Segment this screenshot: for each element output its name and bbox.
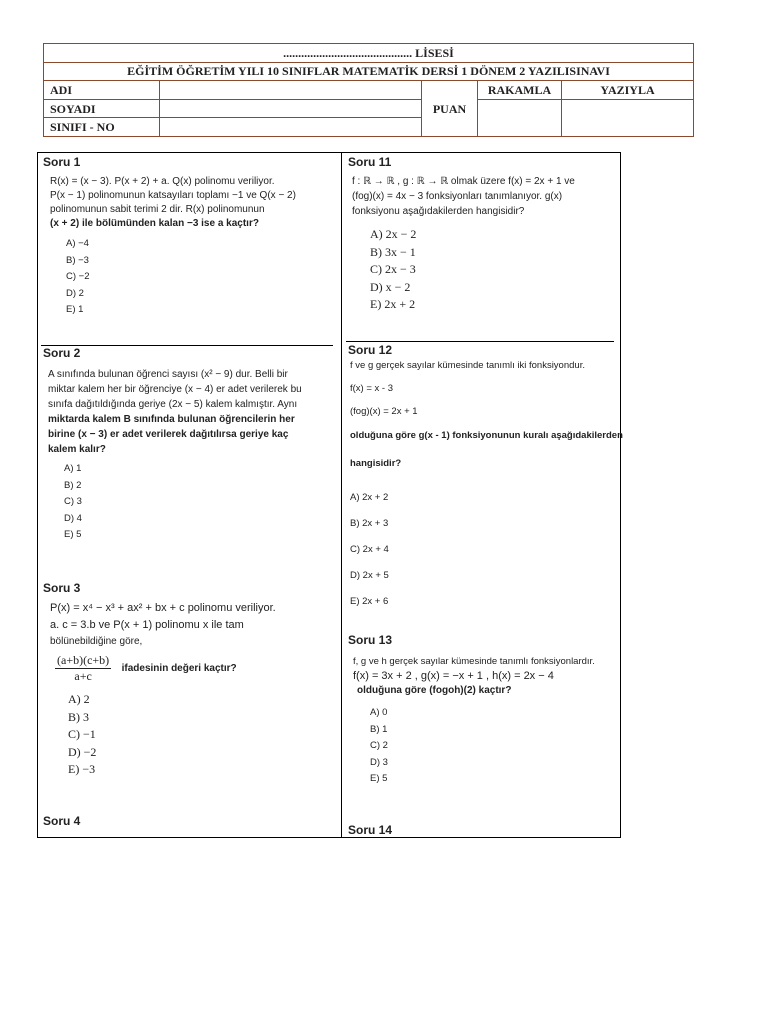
q3-choice-a[interactable]: A) 2 xyxy=(68,692,90,706)
question-2-title: Soru 2 xyxy=(43,346,81,360)
q13-choice-d[interactable]: D) 3 xyxy=(370,756,388,768)
q13-choice-c[interactable]: C) 2 xyxy=(370,740,388,751)
q11-choice-c[interactable]: C) 2x − 3 xyxy=(370,262,416,276)
question-3-fraction xyxy=(55,653,237,684)
separator-left xyxy=(41,345,333,346)
score-words-cell[interactable] xyxy=(562,99,694,136)
exam-header xyxy=(43,43,694,137)
rakamla-label: RAKAMLA xyxy=(478,81,562,100)
question-3-title: Soru 3 xyxy=(43,581,81,595)
question-2-line-3: sınıfa dağıtıldığında geriye (2x − 5) kalem kalmıştır. Aynı xyxy=(48,399,298,410)
question-11-title: Soru 11 xyxy=(348,155,392,169)
question-12-line-2: f(x) = x - 3 xyxy=(350,383,394,394)
question-grid xyxy=(37,152,621,838)
question-13-line-3: olduğuna göre (fogoh)(2) kaçtır? xyxy=(357,685,512,696)
q11-choice-b[interactable]: B) 3x − 1 xyxy=(370,244,416,259)
fraction-denominator: a+c xyxy=(74,669,92,683)
question-13-title: Soru 13 xyxy=(348,633,393,647)
question-4-title: Soru 4 xyxy=(43,814,81,828)
school-name: ........................................... LİSESİ xyxy=(44,44,694,63)
q11-choice-d[interactable]: D) x − 2 xyxy=(370,279,411,294)
question-12-line-1: f ve g gerçek sayılar kümesinde tanımlı iki fonksiyondur. xyxy=(350,360,585,371)
q3-choice-e[interactable]: E) −3 xyxy=(68,762,96,776)
question-12-title: Soru 12 xyxy=(348,343,393,357)
question-3-line-2: a. c = 3.b ve P(x + 1) polinomu x ile tam xyxy=(50,619,244,631)
question-11-choices[interactable] xyxy=(370,226,416,314)
question-2-line-4: miktarda kalem B sınıfında bulunan öğrencilerin her xyxy=(48,414,295,425)
field-label-sinif-no: SINIFI - NO xyxy=(44,118,160,137)
question-2-choices[interactable] xyxy=(64,461,82,544)
yaziyla-label: YAZIYLA xyxy=(562,81,694,100)
q2-choice-a[interactable]: A) 1 xyxy=(64,463,82,474)
q2-choice-b[interactable]: B) 2 xyxy=(64,479,82,491)
q1-choice-a[interactable]: A) −4 xyxy=(66,238,89,249)
question-3-line-3: bölünebildiğine göre, xyxy=(50,636,143,647)
question-11-line-2: (fog)(x) = 4x − 3 fonksiyonları tanımlanıyor. g(x) xyxy=(352,191,563,202)
question-12-choices[interactable] xyxy=(350,485,389,615)
question-1-line-3: polinomunun sabit terimi 2 dir. R(x) polinomunun xyxy=(50,204,265,215)
q3-choice-b[interactable]: B) 3 xyxy=(68,709,89,724)
name-input-cell[interactable] xyxy=(160,81,422,100)
score-digits-cell[interactable] xyxy=(478,99,562,136)
question-1-line-2: P(x − 1) polinomunun katsayıları toplamı −1 ve Q(x − 2) xyxy=(50,190,296,201)
question-3-fraction-text: ifadesinin değeri kaçtır? xyxy=(121,663,237,674)
question-1-title: Soru 1 xyxy=(43,155,81,169)
q13-choice-a[interactable]: A) 0 xyxy=(370,707,388,718)
q1-choice-e[interactable]: E) 1 xyxy=(66,304,84,315)
question-14-title: Soru 14 xyxy=(348,823,393,837)
question-2-line-6: kalem kalır? xyxy=(48,444,106,455)
question-12-line-5: hangisidir? xyxy=(350,458,402,469)
q12-choice-a[interactable]: A) 2x + 2 xyxy=(350,492,389,503)
puan-label: PUAN xyxy=(422,81,478,137)
question-1-choices[interactable] xyxy=(66,236,90,319)
q13-choice-e[interactable]: E) 5 xyxy=(370,773,388,784)
exam-title: EĞİTİM ÖĞRETİM YILI 10 SINIFLAR MATEMATİK DERSİ 1 DÖNEM 2 YAZILISINAVI xyxy=(44,62,694,81)
q11-choice-e[interactable]: E) 2x + 2 xyxy=(370,297,416,311)
q11-choice-a[interactable]: A) 2x − 2 xyxy=(370,227,417,241)
question-12-line-3: (fog)(x) = 2x + 1 xyxy=(350,406,418,417)
question-1-line-1: R(x) = (x − 3). P(x + 2) + a. Q(x) polinomu veriliyor. xyxy=(50,176,275,187)
field-label-soyadi: SOYADI xyxy=(44,99,160,118)
q2-choice-c[interactable]: C) 3 xyxy=(64,496,82,507)
q13-choice-b[interactable]: B) 1 xyxy=(370,723,388,735)
question-1-line-4: (x + 2) ile bölümünden kalan −3 ise a kaçtır? xyxy=(50,218,259,229)
q1-choice-d[interactable]: D) 2 xyxy=(66,287,84,299)
column-divider xyxy=(341,152,342,838)
question-2-line-5: birine (x − 3) er adet verilerek dağıtılırsa geriye kaç xyxy=(48,429,289,440)
question-2-line-1: A sınıfında bulunan öğrenci sayısı (x² − 9) dur. Belli bir xyxy=(48,369,288,380)
question-13-choices[interactable] xyxy=(370,705,388,788)
q3-choice-d[interactable]: D) −2 xyxy=(68,744,97,759)
fraction-numerator: (a+b)(c+b) xyxy=(57,653,110,667)
surname-input-cell[interactable] xyxy=(160,99,422,118)
question-3-line-1: P(x) = x⁴ − x³ + ax² + bx + c polinomu veriliyor. xyxy=(50,602,276,614)
q12-choice-d[interactable]: D) 2x + 5 xyxy=(350,570,389,581)
q2-choice-d[interactable]: D) 4 xyxy=(64,512,82,524)
field-label-adi: ADI xyxy=(44,81,160,100)
q12-choice-b[interactable]: B) 2x + 3 xyxy=(350,518,389,529)
separator-right xyxy=(346,341,614,342)
question-12-line-4: olduğuna göre g(x - 1) fonksiyonunun kuralı aşağıdakilerden xyxy=(350,430,623,441)
q1-choice-c[interactable]: C) −2 xyxy=(66,271,90,282)
q3-choice-c[interactable]: C) −1 xyxy=(68,727,96,741)
q12-choice-e[interactable]: E) 2x + 6 xyxy=(350,596,389,607)
question-13-line-1: f, g ve h gerçek sayılar kümesinde tanımlı fonksiyonlardır. xyxy=(353,656,595,667)
q12-choice-c[interactable]: C) 2x + 4 xyxy=(350,544,389,555)
question-11-line-1: f : ℝ → ℝ , g : ℝ → ℝ olmak üzere f(x) = 2x + 1 ve xyxy=(352,176,575,187)
question-3-choices[interactable] xyxy=(68,691,96,779)
q2-choice-e[interactable]: E) 5 xyxy=(64,529,82,540)
q1-choice-b[interactable]: B) −3 xyxy=(66,254,89,266)
question-11-line-3: fonksiyonu aşağıdakilerden hangisidir? xyxy=(352,206,525,217)
question-2-line-2: miktar kalem her bir öğrenciye (x − 4) er adet verilerek bu xyxy=(48,384,302,395)
class-no-input-cell[interactable] xyxy=(160,118,422,137)
question-13-line-2: f(x) = 3x + 2 , g(x) = −x + 1 , h(x) = 2x − 4 xyxy=(353,670,554,682)
